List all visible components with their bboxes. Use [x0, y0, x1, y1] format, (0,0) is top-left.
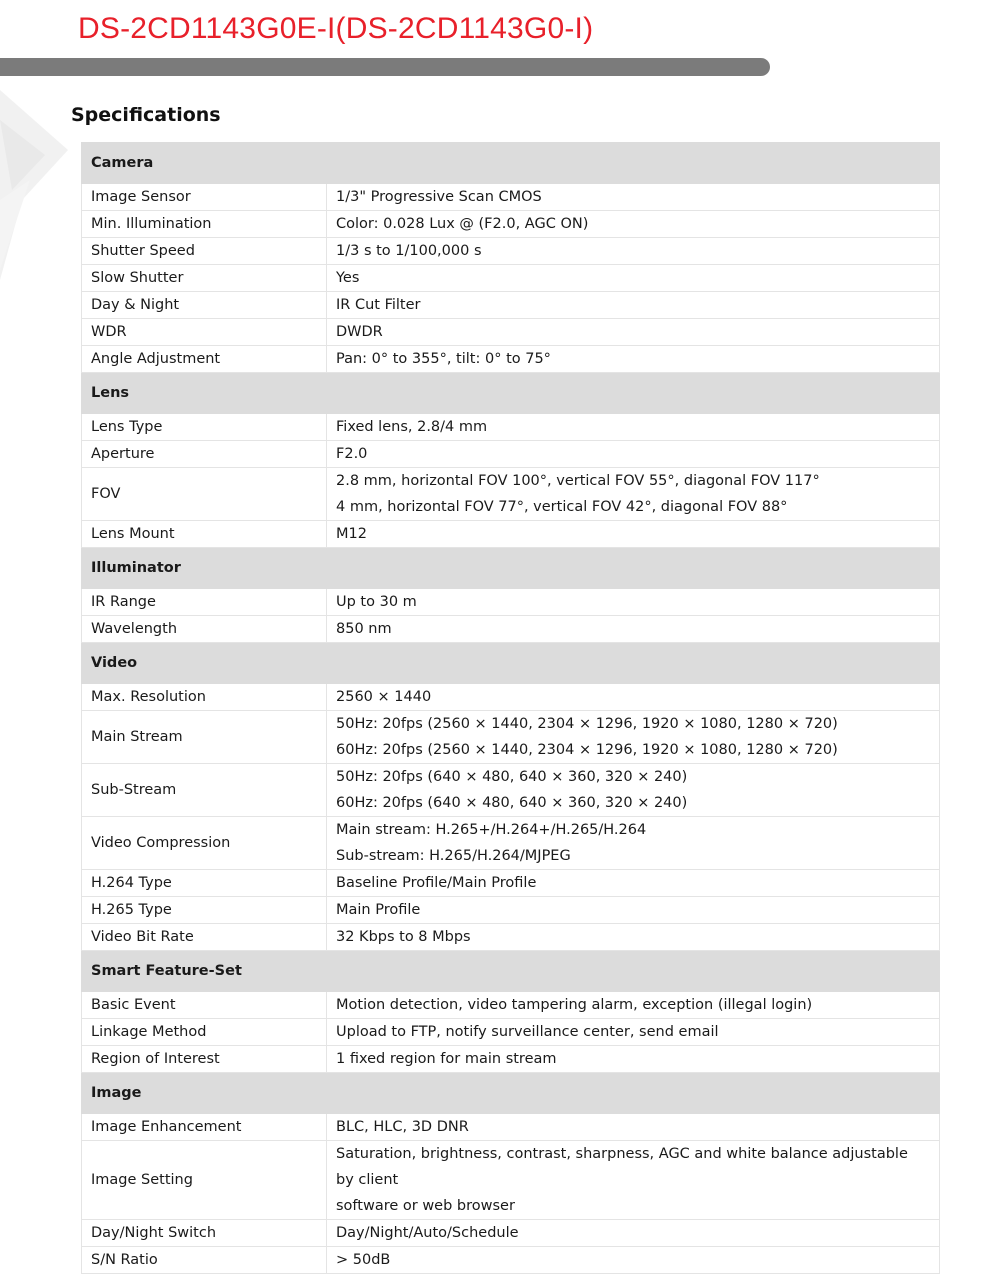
spec-value: [327, 616, 940, 643]
spec-label: Angle Adjustment: [82, 346, 327, 373]
decorative-star-watermark-icon: [0, 80, 70, 280]
spec-value-line: 4 mm, horizontal FOV 77°, vertical FOV 42°, diagonal FOV 88°: [336, 499, 788, 515]
spec-label: Sub-Stream: [82, 764, 327, 817]
spec-value-line: Up to 30 m: [336, 594, 417, 610]
spec-row: [82, 764, 940, 817]
spec-value: [327, 924, 940, 951]
spec-label: Video Bit Rate: [82, 924, 327, 951]
spec-value-line: 32 Kbps to 8 Mbps: [336, 929, 471, 945]
group-header-row: [82, 373, 940, 414]
spec-label: H.264 Type: [82, 870, 327, 897]
spec-row: [82, 292, 940, 319]
spec-value-line: Fixed lens, 2.8/4 mm: [336, 419, 488, 435]
spec-label: Lens Mount: [82, 521, 327, 548]
spec-value-line: 2.8 mm, horizontal FOV 100°, vertical FOV 55°, diagonal FOV 117°: [336, 473, 820, 489]
specifications-table-body: [82, 143, 940, 1274]
spec-value: [327, 414, 940, 441]
spec-value: [327, 265, 940, 292]
spec-row: [82, 1141, 940, 1220]
spec-value-line: 850 nm: [336, 621, 392, 637]
spec-row: [82, 441, 940, 468]
spec-label: Shutter Speed: [82, 238, 327, 265]
spec-value-line: DWDR: [336, 324, 383, 340]
spec-value-line: 60Hz: 20fps (640 × 480, 640 × 360, 320 × 240): [336, 795, 688, 811]
spec-row: [82, 897, 940, 924]
spec-row: [82, 711, 940, 764]
spec-value-line: Day/Night/Auto/Schedule: [336, 1225, 519, 1241]
spec-value: [327, 870, 940, 897]
spec-label: H.265 Type: [82, 897, 327, 924]
spec-value: [327, 441, 940, 468]
spec-row: [82, 414, 940, 441]
spec-value-line: 60Hz: 20fps (2560 × 1440, 2304 × 1296, 1920 × 1080, 1280 × 720): [336, 742, 838, 758]
spec-value-line: Motion detection, video tampering alarm, exception (illegal login): [336, 997, 813, 1013]
spec-value: [327, 521, 940, 548]
spec-value: [327, 468, 940, 521]
spec-value-line: Main Profile: [336, 902, 421, 918]
spec-row: [82, 184, 940, 211]
spec-row: [82, 265, 940, 292]
group-title: Image: [82, 1073, 940, 1114]
spec-value-line: 1/3" Progressive Scan CMOS: [336, 189, 542, 205]
spec-value: [327, 711, 940, 764]
spec-value-line: M12: [336, 526, 367, 542]
spec-row: [82, 1247, 940, 1274]
group-header-row: [82, 951, 940, 992]
spec-value-line: Main stream: H.265+/H.264+/H.265/H.264: [336, 822, 647, 838]
spec-value: [327, 319, 940, 346]
spec-value-line: 50Hz: 20fps (640 × 480, 640 × 360, 320 × 240): [336, 769, 688, 785]
spec-value-line: Yes: [336, 270, 360, 286]
spec-value-line: BLC, HLC, 3D DNR: [336, 1119, 469, 1135]
spec-value: [327, 1247, 940, 1274]
section-heading-specifications: Specifications: [71, 104, 221, 126]
spec-row: [82, 319, 940, 346]
spec-label: Image Enhancement: [82, 1114, 327, 1141]
spec-label: Main Stream: [82, 711, 327, 764]
group-title: Illuminator: [82, 548, 940, 589]
spec-value: [327, 211, 940, 238]
spec-value: [327, 1141, 940, 1220]
spec-label: Basic Event: [82, 992, 327, 1019]
group-title: Lens: [82, 373, 940, 414]
spec-label: Day & Night: [82, 292, 327, 319]
group-title: Camera: [82, 143, 940, 184]
spec-row: [82, 1046, 940, 1073]
spec-value: [327, 1019, 940, 1046]
spec-label: Day/Night Switch: [82, 1220, 327, 1247]
spec-label: Video Compression: [82, 817, 327, 870]
spec-row: [82, 468, 940, 521]
spec-row: [82, 1114, 940, 1141]
spec-value: [327, 817, 940, 870]
spec-row: [82, 346, 940, 373]
spec-row: [82, 589, 940, 616]
spec-label: Linkage Method: [82, 1019, 327, 1046]
spec-value-line: 2560 × 1440: [336, 689, 432, 705]
group-title: Video: [82, 643, 940, 684]
specifications-table: [81, 142, 940, 1274]
spec-value-line: 1/3 s to 1/100,000 s: [336, 243, 482, 259]
spec-row: [82, 992, 940, 1019]
spec-label: Max. Resolution: [82, 684, 327, 711]
spec-value-line: IR Cut Filter: [336, 297, 421, 313]
spec-row: [82, 616, 940, 643]
spec-value: [327, 292, 940, 319]
spec-value: [327, 238, 940, 265]
spec-value: [327, 992, 940, 1019]
spec-value-line: Saturation, brightness, contrast, sharpness, AGC and white balance adjustable by client: [336, 1146, 908, 1188]
spec-label: Wavelength: [82, 616, 327, 643]
spec-value-line: Baseline Profile/Main Profile: [336, 875, 537, 891]
spec-value-line: Pan: 0° to 355°, tilt: 0° to 75°: [336, 351, 551, 367]
spec-label: Image Sensor: [82, 184, 327, 211]
spec-value: [327, 589, 940, 616]
spec-value-line: > 50dB: [336, 1252, 391, 1268]
spec-value: [327, 897, 940, 924]
spec-row: [82, 1019, 940, 1046]
spec-value-line: Color: 0.028 Lux @ (F2.0, AGC ON): [336, 216, 589, 232]
title-underline-bar: [0, 58, 770, 76]
group-title: Smart Feature-Set: [82, 951, 940, 992]
spec-label: FOV: [82, 468, 327, 521]
spec-row: [82, 817, 940, 870]
spec-row: [82, 521, 940, 548]
spec-label: Image Setting: [82, 1141, 327, 1220]
spec-value-line: software or web browser: [336, 1198, 515, 1214]
spec-label: Lens Type: [82, 414, 327, 441]
spec-value-line: Upload to FTP, notify surveillance center, send email: [336, 1024, 719, 1040]
group-header-row: [82, 643, 940, 684]
spec-value: [327, 1220, 940, 1247]
spec-row: [82, 1220, 940, 1247]
spec-row: [82, 684, 940, 711]
spec-label: IR Range: [82, 589, 327, 616]
spec-value: [327, 1114, 940, 1141]
spec-value: [327, 684, 940, 711]
spec-row: [82, 211, 940, 238]
spec-row: [82, 924, 940, 951]
spec-label: Region of Interest: [82, 1046, 327, 1073]
spec-value-line: 1 fixed region for main stream: [336, 1051, 557, 1067]
spec-value-line: 50Hz: 20fps (2560 × 1440, 2304 × 1296, 1920 × 1080, 1280 × 720): [336, 716, 838, 732]
spec-label: WDR: [82, 319, 327, 346]
group-header-row: [82, 1073, 940, 1114]
group-header-row: [82, 143, 940, 184]
spec-label: Slow Shutter: [82, 265, 327, 292]
spec-value: [327, 346, 940, 373]
spec-value: [327, 184, 940, 211]
spec-label: S/N Ratio: [82, 1247, 327, 1274]
group-header-row: [82, 548, 940, 589]
spec-value: [327, 764, 940, 817]
spec-row: [82, 238, 940, 265]
spec-label: Aperture: [82, 441, 327, 468]
spec-label: Min. Illumination: [82, 211, 327, 238]
spec-value-line: Sub-stream: H.265/H.264/MJPEG: [336, 848, 571, 864]
spec-row: [82, 870, 940, 897]
spec-value: [327, 1046, 940, 1073]
spec-value-line: F2.0: [336, 446, 368, 462]
model-title: DS-2CD1143G0E-I(DS-2CD1143G0-I): [78, 12, 594, 45]
